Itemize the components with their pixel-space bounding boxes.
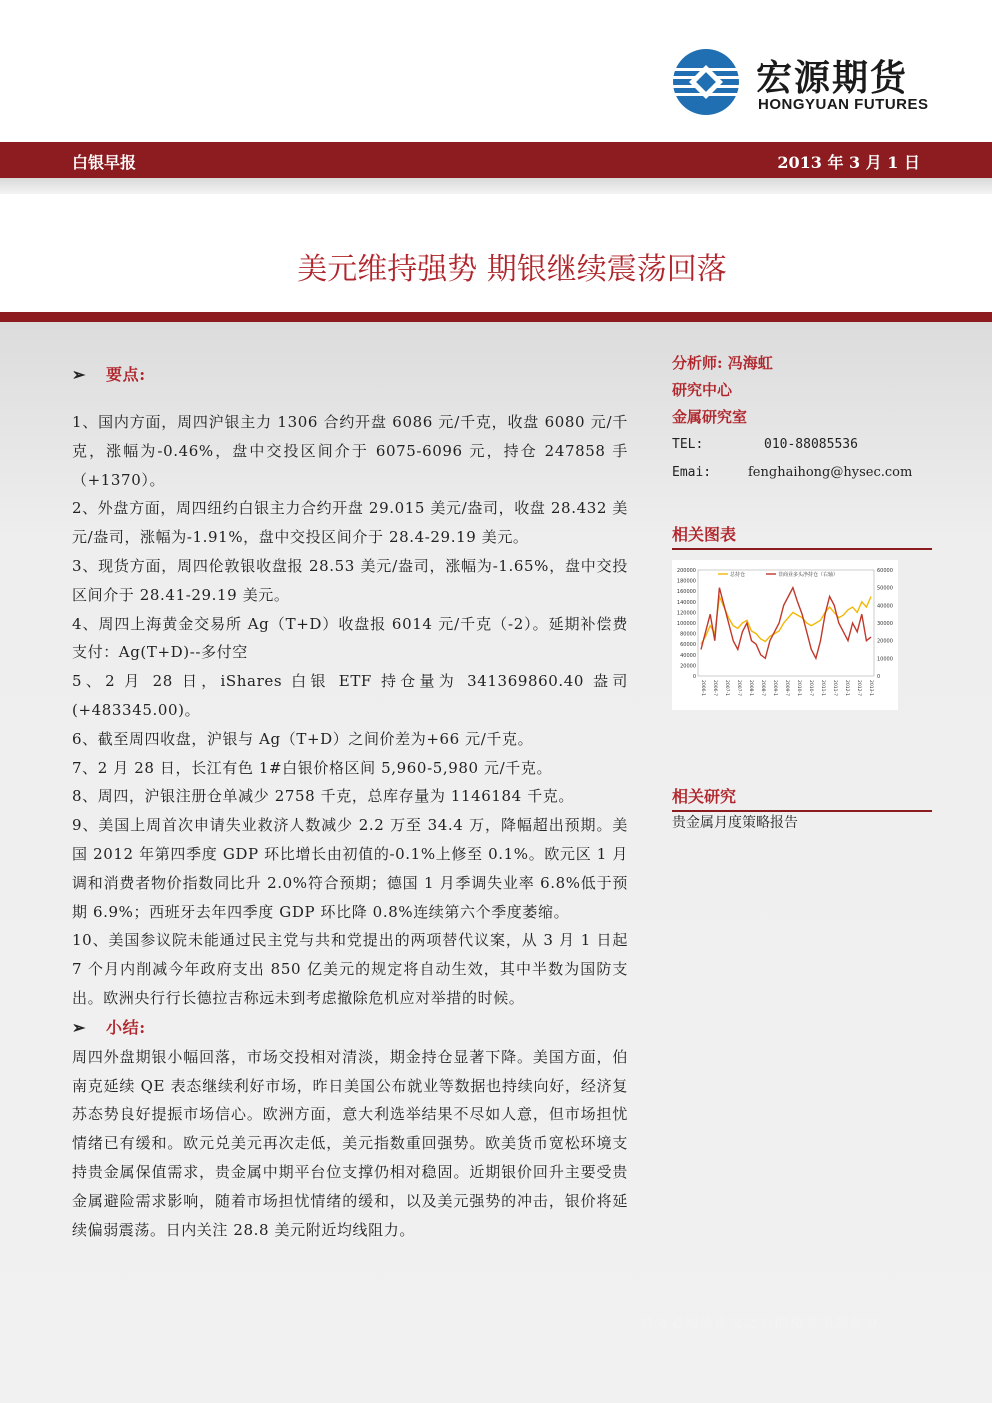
x-tick-label: 2008-1 bbox=[748, 680, 753, 696]
point-3: 3、现货方面，周四伦敦银收盘报 28.53 美元/盎司，涨幅为-1.65%，盘中交投区间介于 28.41-29.19 美元。 bbox=[72, 556, 628, 604]
x-tick-label: 2006-7 bbox=[712, 680, 717, 696]
x-tick-label: 2006-1 bbox=[700, 680, 705, 696]
y-tick-right-label: 0 bbox=[877, 674, 881, 680]
banner-shadow bbox=[0, 178, 992, 194]
point-10: 10、美国参议院未能通过民主党与共和党提出的两项替代议案，从 3 月 1 日起 7 个月内削减今年政府支出 850 亿美元的规定将自动生效，其中半数为国防支出。欧洲央行行长德拉吉称远未到考虑撤除危机应对举措的时候。 bbox=[72, 931, 628, 1007]
x-tick-label: 2010-7 bbox=[808, 680, 813, 696]
research-item[interactable]: 贵金属月度策略报告 bbox=[672, 815, 798, 831]
y-tick-right-label: 60000 bbox=[877, 568, 893, 574]
email-value[interactable]: fenghaihong@hysec.com bbox=[748, 465, 913, 480]
y-tick-right-label: 20000 bbox=[877, 638, 893, 645]
report-date: 2013 年 3 月 1 日 bbox=[777, 153, 920, 172]
x-tick-label: 2008-7 bbox=[760, 680, 765, 696]
x-tick-label: 2011-7 bbox=[832, 680, 837, 696]
report-banner bbox=[0, 142, 992, 178]
logo-cn-text: 宏源期货 bbox=[756, 58, 909, 99]
x-tick-label: 2012-1 bbox=[844, 680, 849, 696]
y-tick-left-label: 80000 bbox=[680, 631, 696, 638]
analyst-name: 分析师: 冯海虹 bbox=[672, 354, 773, 372]
point-2: 2、外盘方面，周四纽约白银主力合约开盘 29.015 美元/盎司，收盘 28.432 美元/盎司，涨幅为-1.91%，盘中交投区间介于 28.4-29.19 美元。 bbox=[72, 499, 628, 547]
header bbox=[0, 0, 992, 142]
legend-label-1: 总持仓 bbox=[730, 572, 746, 578]
y-tick-left-label: 200000 bbox=[676, 568, 696, 574]
y-tick-left-label: 180000 bbox=[676, 578, 696, 585]
x-tick-label: 2012-7 bbox=[856, 680, 861, 696]
x-tick-label: 2010-1 bbox=[796, 680, 801, 696]
point-5: 5、2 月 28 日，iShares 白银 ETF 持仓量为 341369860.40 盎司(+483345.00)。 bbox=[72, 672, 628, 719]
legend-label-2: 非商业多头净持仓（右轴） bbox=[778, 572, 839, 578]
y-tick-left-label: 120000 bbox=[676, 610, 696, 617]
dept-research-center: 研究中心 bbox=[672, 381, 733, 399]
arrow-bullet-icon: ➢ bbox=[72, 365, 87, 384]
chart-svg bbox=[672, 560, 898, 710]
x-tick-label: 2007-1 bbox=[724, 680, 729, 696]
y-tick-right-label: 50000 bbox=[877, 585, 893, 592]
point-4: 4、周四上海黄金交易所 Ag（T+D）收盘报 6014 元/千克（-2）。延期补偿费支付：Ag(T+D)--多付空 bbox=[72, 614, 628, 662]
key-points-heading: ➢ 要点: bbox=[72, 360, 628, 390]
page-title: 美元维持强势 期银继续震荡回落 bbox=[297, 252, 727, 287]
email-label: Emai: bbox=[672, 465, 712, 480]
point-7: 7、2 月 28 日，长江有色 1#白银价格区间 5,960-5,980 元/千克。 bbox=[72, 758, 553, 777]
dept-metals: 金属研究室 bbox=[672, 408, 748, 426]
disclaimer-text: 请务必阅读正文之后的免责条款部分 bbox=[640, 1316, 881, 1331]
x-tick-label: 2007-7 bbox=[736, 680, 741, 696]
plot-frame bbox=[698, 570, 874, 676]
series-line-2 bbox=[701, 588, 871, 659]
tel-value: 010-88085536 bbox=[764, 437, 858, 452]
tel-label: TEL: bbox=[672, 437, 704, 452]
y-tick-right-label: 30000 bbox=[877, 621, 893, 627]
tel-row bbox=[672, 431, 932, 459]
y-tick-left-label: 160000 bbox=[676, 589, 696, 596]
y-tick-left-label: 100000 bbox=[676, 621, 696, 627]
summary-text: 周四外盘期银小幅回落，市场交投相对清淡，期金持仓显著下降。美国方面，伯南克延续 QE 表态继续利好市场，昨日美国公布就业等数据也持续向好，经济复苏态势良好提振市场信心。欧洲方面，意大利选举结果不尽如人意，但市场担忧情绪已有缓和。欧元兑美元再次走低，美元指数重回强势。欧美货币宽松环境支持贵金属保值需求，贵金属中期平台位支撑仍相对稳固。近期银价回升主要受贵金属避险需求影响，随着市场担忧情绪的缓和，以及美元强势的冲击，银价将延续偏弱震荡。日内关注 28.8 美元附近均线阻力。 bbox=[72, 1047, 628, 1239]
y-tick-right-label: 40000 bbox=[877, 603, 893, 610]
summary-heading: ➢ 小结: bbox=[72, 1013, 628, 1043]
point-1: 1、国内方面，周四沪银主力 1306 合约开盘 6086 元/千克，收盘 6080 元/千克，涨幅为-0.46%，盘中交投区间介于 6075-6096 元，持仓 247858 手（+1370）。 bbox=[72, 413, 628, 489]
logo-emblem-icon bbox=[672, 48, 740, 116]
position-chart bbox=[672, 560, 898, 710]
point-6: 6、截至周四收盘，沪银与 Ag（T+D）之间价差为+66 元/千克。 bbox=[72, 729, 534, 748]
x-tick-label: 2009-1 bbox=[772, 680, 777, 696]
y-tick-left-label: 40000 bbox=[680, 652, 696, 659]
arrow-bullet-icon: ➢ bbox=[72, 1017, 87, 1037]
x-tick-label: 2009-7 bbox=[784, 680, 789, 696]
title-divider bbox=[0, 312, 992, 322]
charts-heading: 相关图表 bbox=[672, 522, 932, 550]
y-tick-left-label: 0 bbox=[692, 674, 696, 680]
research-heading: 相关研究 bbox=[672, 784, 932, 812]
y-tick-left-label: 20000 bbox=[680, 663, 696, 670]
company-logo bbox=[672, 44, 929, 124]
y-tick-left-label: 140000 bbox=[676, 599, 696, 606]
analyst-panel bbox=[672, 350, 932, 487]
y-tick-left-label: 60000 bbox=[680, 642, 696, 649]
logo-en-text: HONGYUAN FUTURES bbox=[758, 96, 929, 113]
email-row bbox=[672, 459, 932, 487]
y-tick-right-label: 10000 bbox=[877, 656, 893, 663]
report-type: 白银早报 bbox=[72, 153, 137, 172]
main-content bbox=[72, 360, 628, 1244]
point-8: 8、周四，沪银注册仓单减少 2758 千克，总库存量为 1146184 千克。 bbox=[72, 787, 574, 806]
point-9: 9、美国上周首次申请失业救济人数减少 2.2 万至 34.4 万，降幅超出预期。美国 2012 年第四季度 GDP 环比增长由初值的-0.1%上修至 0.1%。欧元区 1 月调和消费者物价指数同比升 2.0%符合预期；德国 1 月季调失业率 6.8%低于预期 6.9%；西班牙去年四季度 GDP 环比降 0.8%连续第六个季度萎缩。 bbox=[72, 816, 628, 921]
x-tick-label: 2013-1 bbox=[868, 680, 873, 696]
x-tick-label: 2011-1 bbox=[820, 680, 825, 696]
